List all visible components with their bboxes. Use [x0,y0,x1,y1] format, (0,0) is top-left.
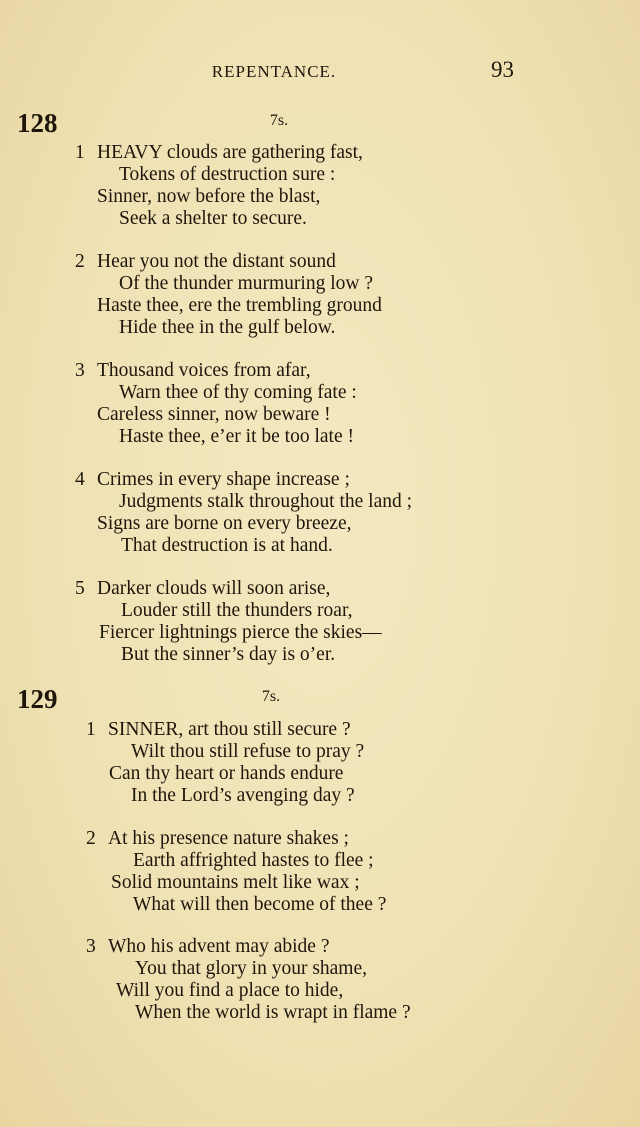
verse-line: But the sinner’s day is o’er. [121,644,336,665]
verse-number: 2 [86,828,96,849]
verse-line: Can thy heart or hands endure [109,763,344,784]
verse-line: You that glory in your shame, [135,958,368,979]
verse-line: 4 Crimes in every shape increase ; [75,469,350,490]
verse-line: 5 Darker clouds will soon arise, [75,578,331,599]
verse-line: 2 At his presence nature shakes ; [86,828,349,849]
verse-line: Seek a shelter to secure. [119,208,307,229]
verse-line: 2 Hear you not the distant sound [75,251,336,272]
verse-number: 3 [86,936,96,957]
verse-line: Haste thee, e’er it be too late ! [119,426,354,447]
verse-line: Earth affrighted hastes to flee ; [133,850,374,871]
hymn-meter: 7s. [269,112,289,129]
hymn-number: 129 [17,684,58,714]
verse-number: 1 [75,142,85,163]
verse-line: Careless sinner, now beware ! [97,404,331,425]
verse-line: Fiercer lightnings pierce the skies— [99,622,382,643]
verse-line: When the world is wrapt in flame ? [135,1002,411,1023]
verse-line: Of the thunder murmuring low ? [119,273,373,294]
verse-line: Louder still the thunders roar, [121,600,353,621]
verse-number: 4 [75,469,85,490]
verse-line: Hide thee in the gulf below. [119,317,336,338]
verse-line: 3 Thousand voices from afar, [75,360,311,381]
verse-line: 1 SINNER, art thou still secure ? [86,719,351,740]
verse-line: Solid mountains melt like wax ; [111,872,360,893]
verse-line: That destruction is at hand. [121,535,333,556]
verse-line: Haste thee, ere the trembling ground [97,295,382,316]
hymn-meter: 7s. [261,688,281,705]
verse-line: Sinner, now before the blast, [97,186,321,207]
verse-number: 2 [75,251,85,272]
page-number: 93 [491,57,514,82]
verse-line: Wilt thou still refuse to pray ? [131,741,365,762]
verse-number: 1 [86,719,96,740]
verse-line: In the Lord’s avenging day ? [131,785,355,806]
hymn-number: 128 [17,108,58,138]
verse-line: Judgments stalk throughout the land ; [119,491,413,512]
verse-number: 5 [75,578,85,599]
verse-line: Warn thee of thy coming fate : [119,382,357,403]
verse-line: 3 Who his advent may abide ? [86,936,330,957]
verse-line: 1 HEAVY clouds are gathering fast, [75,142,363,163]
verse-line: What will then become of thee ? [133,894,387,915]
verse-line: Signs are borne on every breeze, [97,513,352,534]
verse-line: Tokens of destruction sure : [119,164,336,185]
verse-line: Will you find a place to hide, [116,980,344,1001]
running-header-title: REPENTANCE. [211,62,337,81]
verse-number: 3 [75,360,85,381]
